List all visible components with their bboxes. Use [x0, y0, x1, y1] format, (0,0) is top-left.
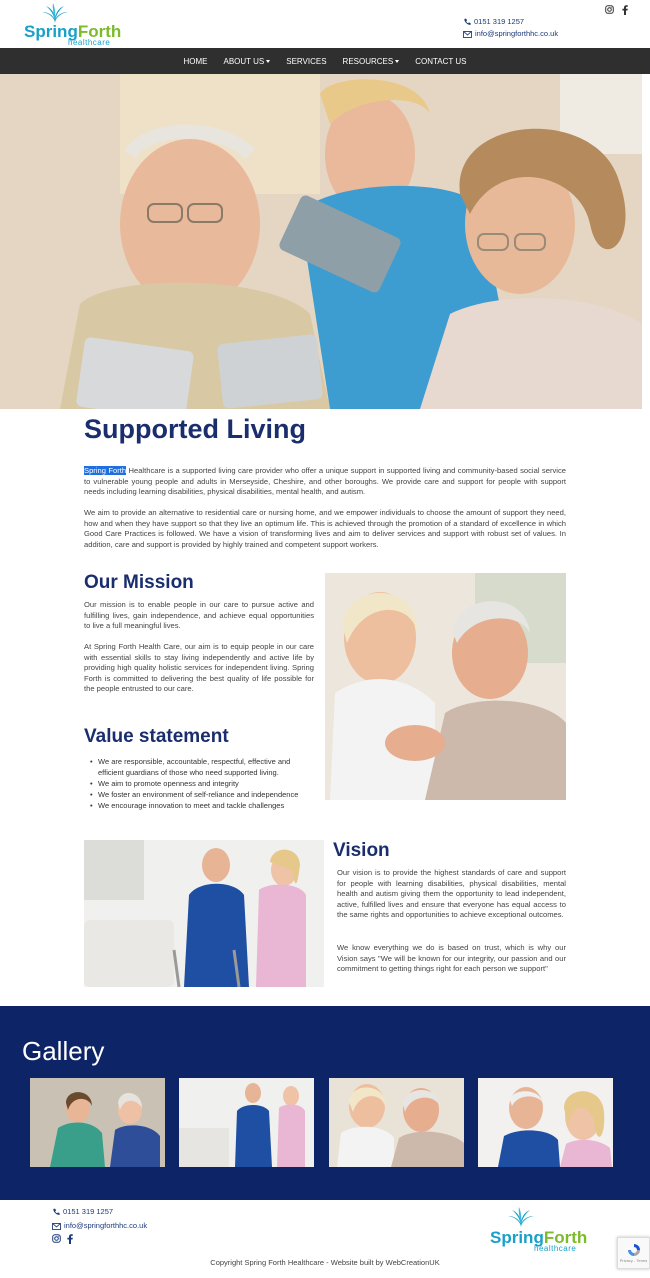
value-heading: Value statement — [84, 726, 229, 747]
gallery-photo — [30, 1078, 165, 1167]
footer-contact — [52, 1205, 147, 1244]
facebook-icon[interactable] — [622, 5, 628, 15]
phone-icon — [463, 18, 471, 26]
copyright-text: Copyright Spring Forth Healthcare - Website built by WebCreationUK — [210, 1258, 440, 1267]
phone-icon — [52, 1208, 60, 1216]
logo-fountain-icon — [506, 1206, 536, 1230]
list-item: • We foster an environment of self-reliance and independence — [90, 789, 310, 800]
recaptcha-label: Privacy - Terms — [619, 1258, 648, 1263]
header-email-text: info@springforthhc.co.uk — [475, 29, 559, 38]
brand-tagline: healthcare — [68, 38, 111, 47]
list-item: • We aim to promote openness and integrity — [90, 778, 310, 789]
page-title: Supported Living — [84, 414, 306, 444]
intro-text: Healthcare is a supported living care provider who offer a unique support in supported living and community-based social service to vulnerable young people and adults in Merseyside, Cheshire, and other boroughs. We provide care and support for people with support needs including learning disabilities, physical disabilities, mental health, and autism. — [84, 466, 566, 497]
nav-resources[interactable] — [343, 57, 400, 66]
gallery-thumb[interactable] — [30, 1078, 165, 1167]
header-phone-text: 0151 319 1257 — [474, 17, 525, 26]
mission-image — [325, 573, 566, 800]
nav-home-label: HOME — [183, 56, 208, 66]
nav-contact-us[interactable] — [415, 57, 466, 66]
gallery-heading: Gallery — [22, 1036, 105, 1066]
nav-resources-label: RESOURCES — [342, 56, 394, 66]
facebook-icon[interactable] — [67, 1234, 73, 1244]
site-footer — [0, 1200, 650, 1278]
vision-paragraph-2: We know everything we do is based on trust, which is why our Vision says "We will be known for our integrity, our passion and our commitment to getting things right for each person we support" — [337, 943, 566, 974]
header-social — [605, 5, 628, 15]
nav-about-us[interactable] — [223, 57, 270, 66]
footer-email-text: info@springforthhc.co.uk — [64, 1221, 148, 1230]
nav-services[interactable] — [286, 57, 326, 66]
caret-down-icon — [395, 60, 399, 63]
mission-heading: Our Mission — [84, 572, 194, 593]
mail-icon — [463, 31, 472, 38]
recaptcha-icon — [627, 1243, 641, 1257]
list-item: • We encourage innovation to meet and tackle challenges — [90, 800, 310, 811]
brand-logo[interactable] — [22, 2, 132, 46]
list-item: • We are responsible, accountable, respectful, effective and efficient guardians of those who need supported living. — [90, 756, 310, 778]
gallery-photo — [478, 1078, 613, 1167]
vision-photo — [84, 840, 324, 987]
nav-contact-us-label: CONTACT US — [415, 56, 467, 66]
footer-email[interactable] — [52, 1219, 147, 1233]
gallery-thumb[interactable] — [179, 1078, 314, 1167]
site-header — [0, 0, 650, 48]
footer-brand-logo[interactable] — [488, 1206, 598, 1254]
gallery-section — [0, 1006, 650, 1200]
vision-heading: Vision — [333, 840, 390, 861]
mail-icon — [52, 1223, 61, 1230]
footer-phone-text: 0151 319 1257 — [63, 1207, 114, 1216]
mission-paragraph-1: Our mission is to enable people in our care to pursue active and fulfilling lives, gain independence, and achieve equal opportunities to live a full meaningful lives. — [84, 600, 314, 631]
vision-image — [84, 840, 324, 987]
header-contact — [463, 16, 558, 40]
nav-about-us-label: ABOUT US — [223, 56, 265, 66]
nav-home[interactable] — [183, 57, 207, 66]
recaptcha-badge[interactable] — [617, 1237, 650, 1269]
gallery-thumb[interactable] — [478, 1078, 613, 1167]
instagram-icon[interactable] — [52, 1234, 61, 1243]
vision-paragraph-1: Our vision is to provide the highest standards of care and support for people with learning disabilities, physical disabilities, mental health and autism giving them the opportunity to lead independent, active, fulfilled lives and ensure that everyone has equal access to the same rights and opportunities to achieve exceptional outcomes. — [337, 868, 566, 920]
aim-paragraph: We aim to provide an alternative to residential care or nursing home, and we empower individuals to choose the amount of support they need, how and when they have support so that they live an optimum life. This is achieved through the promotion of a standard of excellence in which Good Care Practices is followed. We have a vision of transforming lives and aim to deliver services and support with robust set of values. In addition, care and support is provided by highly trained and competent support workers. — [84, 508, 566, 549]
footer-brand-tagline: healthcare — [534, 1244, 577, 1253]
values-list — [90, 756, 310, 811]
footer-brand-name: SpringForth — [490, 1228, 588, 1247]
hero-illustration — [0, 74, 642, 409]
mission-paragraph-2: At Spring Forth Health Care, our aim is to equip people in our care with essential skills to stay living independently and active life by providing high quality holistic services for independent living. Spring Forth is committed to delivering the best quality of life possible for the people entrusted to our care. — [84, 642, 314, 694]
mission-photo — [325, 573, 566, 800]
caret-down-icon — [266, 60, 270, 63]
gallery-photo — [179, 1078, 314, 1167]
header-email[interactable] — [463, 28, 558, 40]
footer-phone[interactable] — [52, 1205, 147, 1219]
gallery-photo — [329, 1078, 464, 1167]
instagram-icon[interactable] — [605, 5, 614, 14]
intro-paragraph — [84, 466, 566, 498]
selected-text[interactable]: Spring Forth — [84, 466, 127, 475]
nav-services-label: SERVICES — [286, 56, 327, 66]
hero-image — [0, 74, 642, 409]
gallery-thumb[interactable] — [329, 1078, 464, 1167]
brand-name: SpringForth — [24, 22, 122, 41]
footer-social — [52, 1234, 147, 1244]
main-nav — [0, 48, 650, 74]
header-phone[interactable] — [463, 16, 558, 28]
